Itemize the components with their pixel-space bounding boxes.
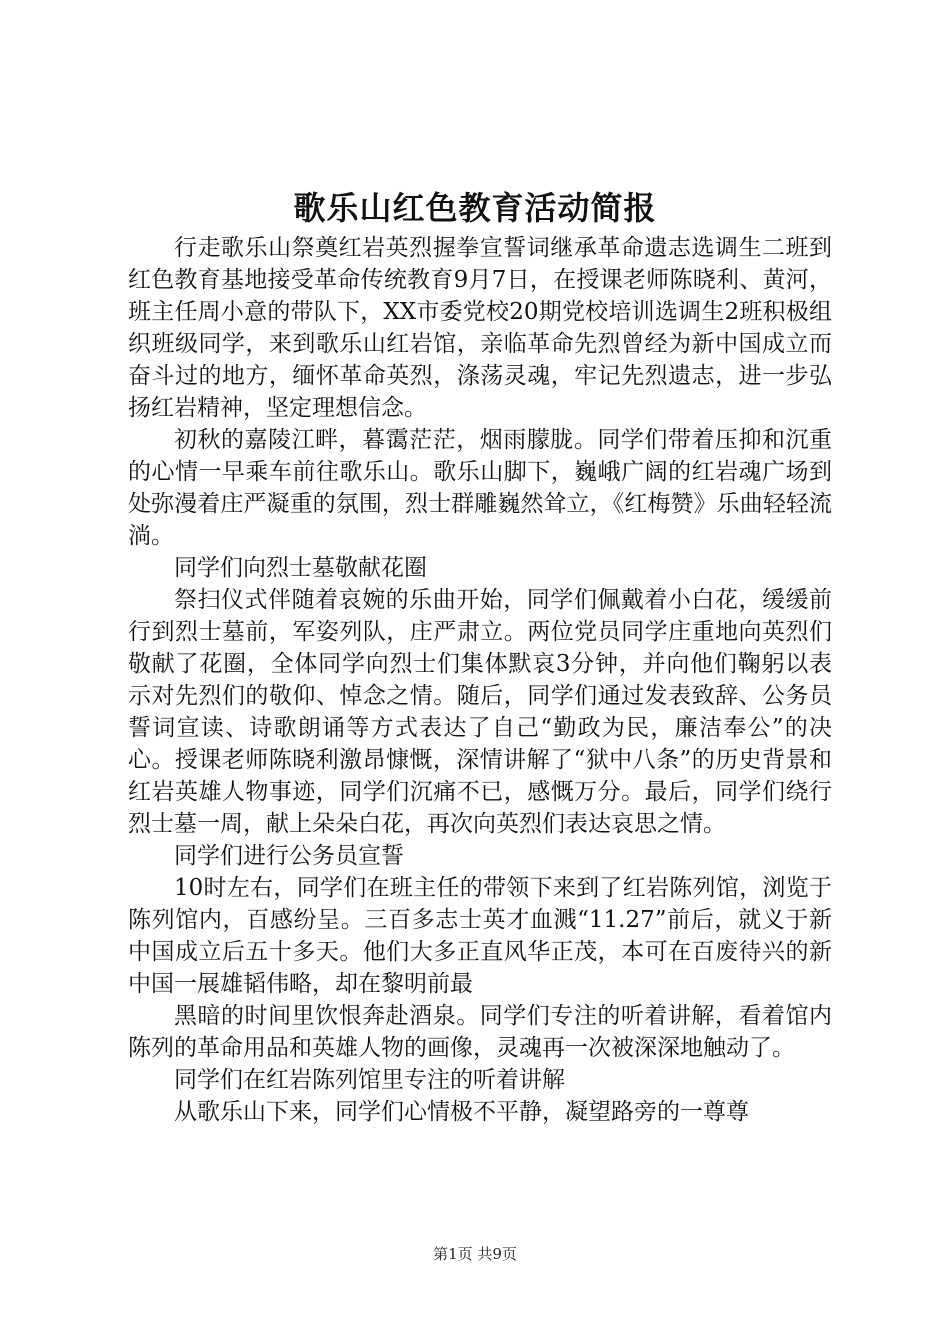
paragraph-museum: 10时左右，同学们在班主任的带领下来到了红岩陈列馆，浏览于陈列馆内，百感纷呈。三百多志士英才血溅“11.27”前后，就义于新中国成立后五十多天。他们大多正直风华正茂，本可在百废待兴的新中国一展雄韬伟略，却在黎明前最 xyxy=(128,875,832,997)
paragraph-descent: 从歌乐山下来，同学们心情极不平静，凝望路旁的一尊尊 xyxy=(174,1099,749,1125)
photo-caption-exhibition: 同学们在红岩陈列馆里专注的听着讲解 xyxy=(174,1067,565,1093)
page-number: 第1页 共9页 xyxy=(433,1245,517,1263)
paragraph-autumn: 初秋的嘉陵江畔，暮霭茫茫，烟雨朦胧。同学们带着压抑和沉重的心情一早乘车前往歌乐山。歌乐山脚下，巍峨广阔的红岩魂广场到处弥漫着庄严凝重的氛围，烈士群雕巍然耸立，《红梅赞》乐曲轻轻流淌。 xyxy=(128,427,832,549)
paragraph-intro: 行走歌乐山祭奠红岩英烈握拳宣誓词继承革命遗志选调生二班到红色教育基地接受革命传统教育9月7日，在授课老师陈晓利、黄河，班主任周小意的带队下，XX市委党校20期党校培训选调生2班积极组织班级同学，来到歌乐山红岩馆，亲临革命先烈曾经为新中国成立而奋斗过的地方，缅怀革命英烈，涤荡灵魂，牢记先烈遗志，进一步弘扬红岩精神，坚定理想信念。 xyxy=(128,235,832,421)
paragraph-ceremony: 祭扫仪式伴随着哀婉的乐曲开始，同学们佩戴着小白花，缓缓前行到烈士墓前，军姿列队，庄严肃立。两位党员同学庄重地向英烈们敬献了花圈，全体同学向烈士们集体默哀3分钟，并向他们鞠躬以表示对先烈们的敬仰、悼念之情。随后，同学们通过发表致辞、公务员誓词宣读、诗歌朗诵等方式表达了自己“勤政为民，廉洁奉公”的决心。授课老师陈晓利激昂慷慨，深情讲解了“狱中八条”的历史背景和红岩英雄人物事迹，同学们沉痛不已，感慨万分。最后，同学们绕行烈士墓一周，献上朵朵白花，再次向英烈们表达哀思之情。 xyxy=(128,587,832,837)
document-body xyxy=(128,232,832,1128)
document-title: 歌乐山红色教育活动简报 xyxy=(293,189,657,227)
photo-caption-wreath: 同学们向烈士墓敬献花圈 xyxy=(174,555,427,581)
paragraph-museum-continued: 黑暗的时间里饮恨奔赴酒泉。同学们专注的听着讲解，看着馆内陈列的革命用品和英雄人物的画像，灵魂再一次被深深地触动了。 xyxy=(128,1003,832,1061)
photo-caption-oath: 同学们进行公务员宣誓 xyxy=(174,843,404,869)
